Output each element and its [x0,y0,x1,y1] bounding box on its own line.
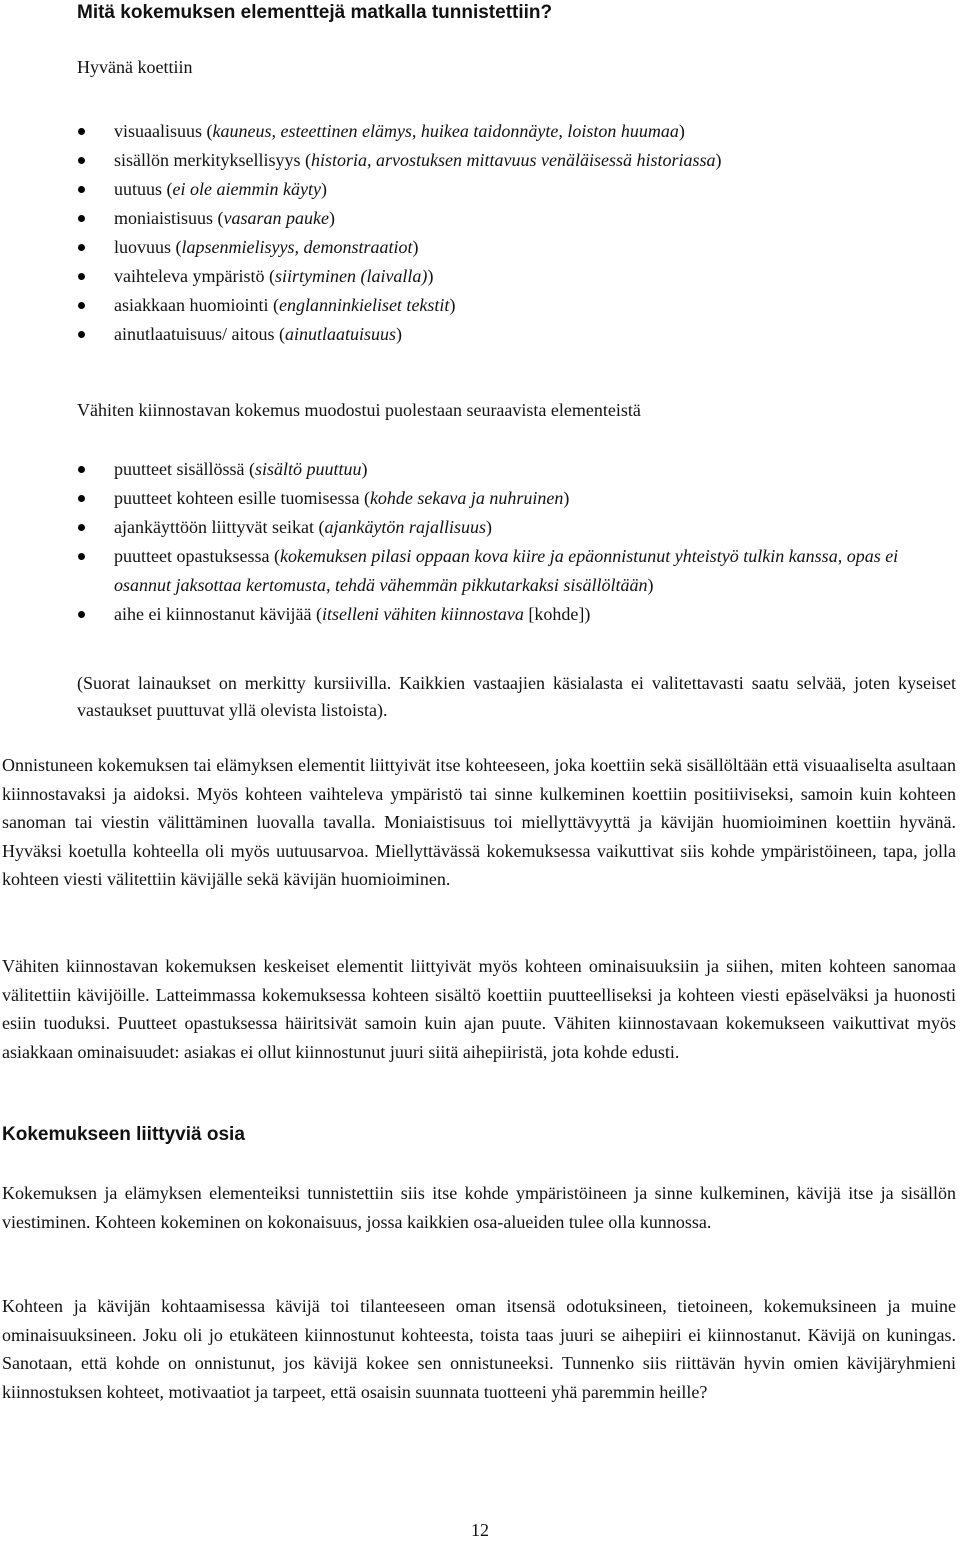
list-item: luovuus (lapsenmielisyys, demonstraatiot) [77,233,957,262]
good-elements-list [77,117,957,349]
bad-elements-list [77,455,957,629]
list-item: puutteet opastuksessa (kokemuksen pilasi oppaan kova kiire ja epäonnistunut yhteistyö tulkin kanssa, opas ei osannut jaksottaa kertomusta, tehdä vähemmän pikkutarkaksi sisällöltään) [77,542,957,600]
list-item: aihe ei kiinnostanut kävijää (itselleni vähiten kiinnostava [kohde]) [77,600,957,629]
subsection-heading: Kokemukseen liittyviä osia [2,1124,245,1145]
body-paragraph: Vähiten kiinnostavan kokemuksen keskeiset elementit liittyivät myös kohteen ominaisuuksiin ja siihen, miten kohteen sanomaa välitettiin kävijöille. Latteimmassa kokemuksessa kohteen sisältö koettiin puutteelliseksi ja kohteen viesti epäselväksi ja huonosti esiin tuoduksi. Puutteet opastuksessa häiritsivät samoin kuin ajan puute. Vähiten kiinnostavaan kokemukseen vaikuttivat myös asiakkaan ominaisuudet: asiakas ei ollut kiinnostunut juuri siitä aihepiiristä, jota kohde edusti. [2,956,956,1062]
list-item: visuaalisuus (kauneus, esteettinen elämys, huikea taidonnäyte, loiston huumaa) [77,117,957,146]
list-item: ajankäyttöön liittyvät seikat (ajankäytön rajallisuus) [77,513,957,542]
bad-elements-label: Vähiten kiinnostavan kokemus muodostui puolestaan seuraavista elementeistä [77,400,641,420]
list-item: asiakkaan huomiointi (englanninkieliset tekstit) [77,291,957,320]
list-item: puutteet kohteen esille tuomisessa (kohde sekava ja nuhruinen) [77,484,957,513]
section-heading: Mitä kokemuksen elementtejä matkalla tunnistettiin? [77,2,553,23]
good-elements-label: Hyvänä koettiin [77,57,193,77]
quotation-note: (Suorat lainaukset on merkitty kursiivilla. Kaikkien vastaajien käsialasta ei valitettavasti saatu selvää, joten kyseiset vastaukset puuttuvat yllä olevista listoista). [77,673,956,720]
list-item: moniaistisuus (vasaran pauke) [77,204,957,233]
list-item: ainutlaatuisuus/ aitous (ainutlaatuisuus) [77,320,957,349]
list-item: sisällön merkityksellisyys (historia, arvostuksen mittavuus venäläisessä historiassa) [77,146,957,175]
body-paragraph: Kohteen ja kävijän kohtaamisessa kävijä toi tilanteeseen oman itsensä odotuksineen, tietoineen, kokemuksineen ja muine ominaisuuksineen. Joku oli jo etukäteen kiinnostunut kohteesta, toista taas juuri se aihepiiri ei kiinnostanut. Kävijä on kuningas. Sanotaan, että kohde on onnistunut, jos kävijä kokee sen onnistuneeksi. Tunnenko siis riittävän hyvin omien kävijäryhmieni kiinnostuksen kohteet, motivaatiot ja tarpeet, että osaisin suunnata tuotteeni yhä paremmin heille? [2,1296,956,1402]
list-item: uutuus (ei ole aiemmin käyty) [77,175,957,204]
body-paragraph: Kokemuksen ja elämyksen elementeiksi tunnistettiin siis itse kohde ympäristöineen ja sinne kulkeminen, kävijä itse ja sisällön viestiminen. Kohteen kokeminen on kokonaisuus, jossa kaikkien osa-alueiden tulee olla kunnossa. [2,1183,956,1232]
body-paragraph: Onnistuneen kokemuksen tai elämyksen elementit liittyivät itse kohteeseen, joka koettiin sekä sisällöltään että visuaaliselta asultaan kiinnostavaksi ja aidoksi. Myös kohteen vaihteleva ympäristö tai sinne kulkeminen koettiin positiiviseksi, samoin kuin kohteen sanoman tai viestin välittäminen luovalla tavalla. Moniaistisuus toi miellyttävyyttä ja kävijän huomioiminen koettiin hyvänä. Hyväksi koetulla kohteella oli myös uutuusarvoa. Miellyttävässä kokemuksessa vaikuttivat siis kohde ympäristöineen, tapa, jolla kohteen viesti välitettiin kävijälle sekä kävijän huomioiminen. [2,755,956,890]
list-item: vaihteleva ympäristö (siirtyminen (laivalla)) [77,262,957,291]
list-item: puutteet sisällössä (sisältö puuttuu) [77,455,957,484]
page-number: 12 [471,1520,489,1540]
